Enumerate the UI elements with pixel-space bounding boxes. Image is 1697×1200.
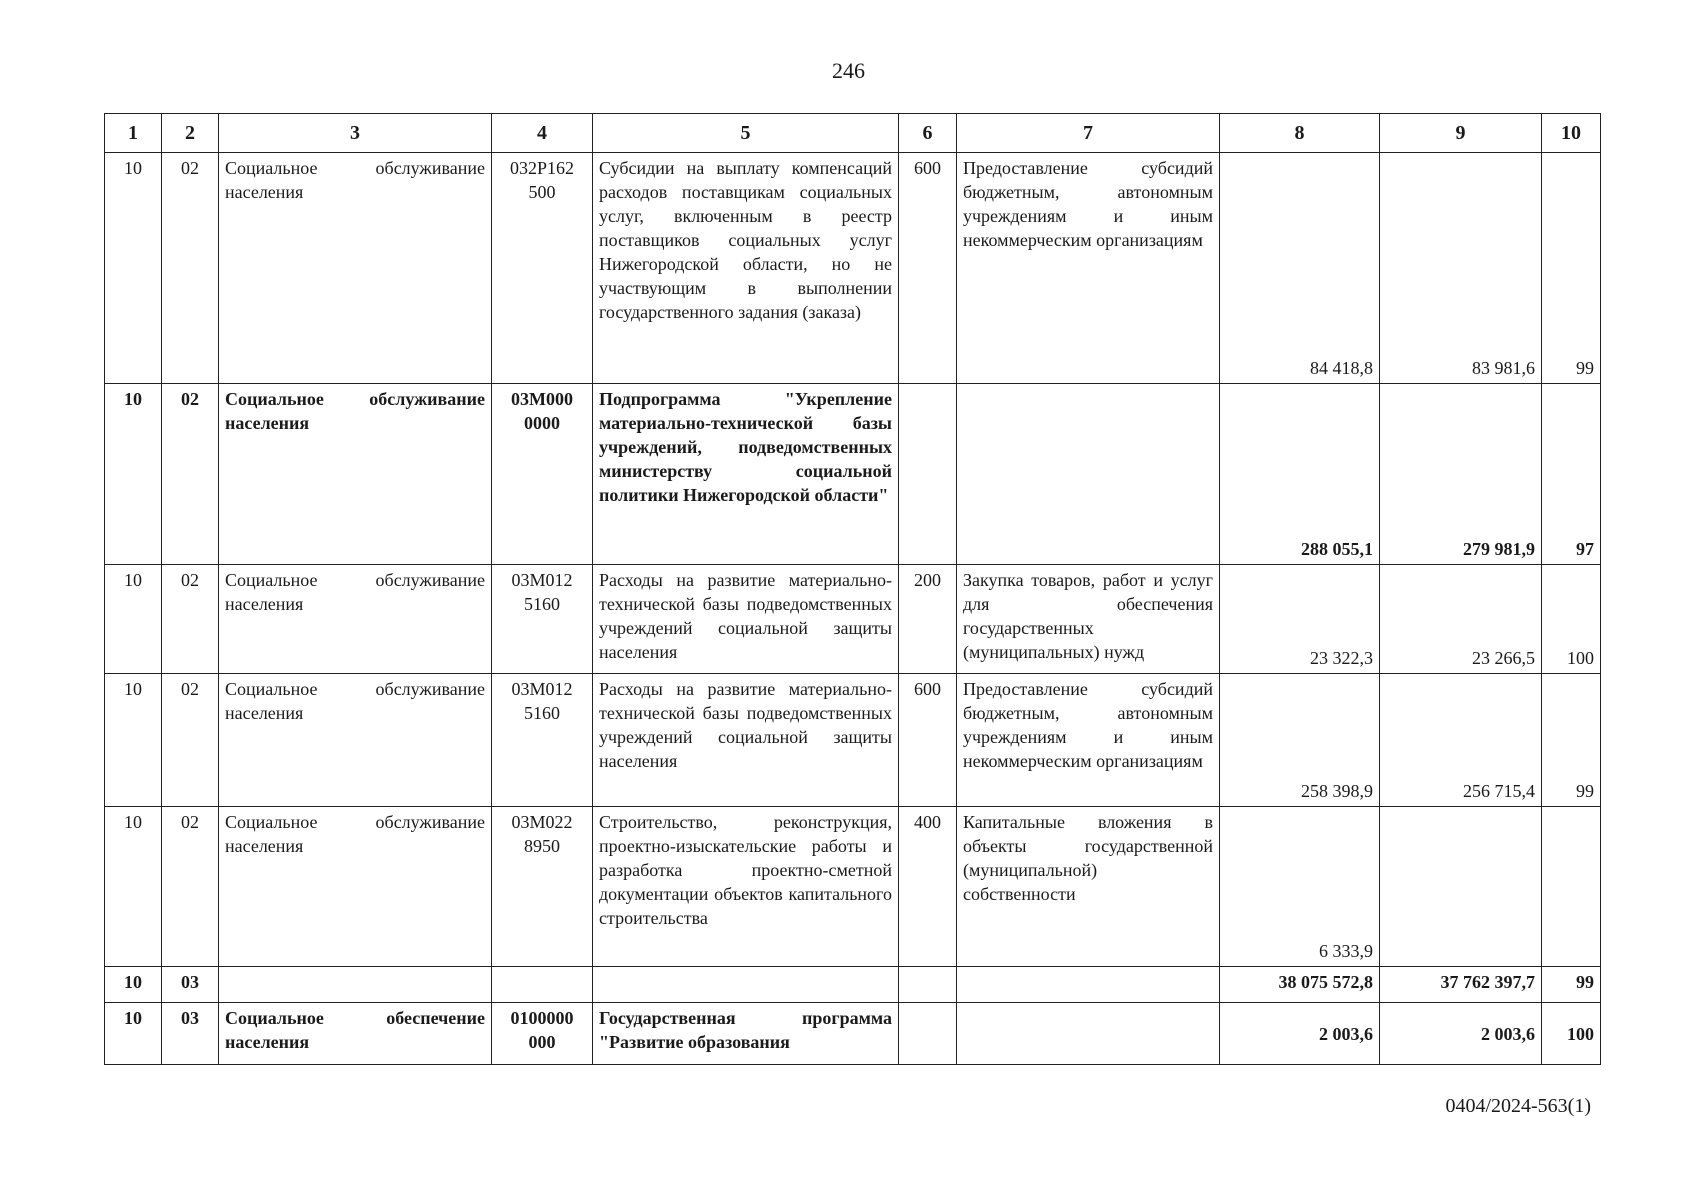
expense-type-name: Предоставление субсидий бюджетным, автономным учреждениям и иным некоммерческим организациям xyxy=(957,674,1220,807)
execution-percent: 97 xyxy=(1542,384,1601,565)
column-header: 3 xyxy=(219,114,492,153)
table-row xyxy=(105,153,1601,384)
subsection-code: 02 xyxy=(162,807,219,967)
column-header: 2 xyxy=(162,114,219,153)
expense-type-name: Закупка товаров, работ и услуг для обеспечения государственных (муниципальных) нужд xyxy=(957,565,1220,674)
expense-description: Государственная программа "Развитие образования xyxy=(593,1003,899,1065)
planned-amount: 84 418,8 xyxy=(1220,153,1380,384)
executed-amount: 279 981,9 xyxy=(1380,384,1542,565)
column-header: 1 xyxy=(105,114,162,153)
page-number: 246 xyxy=(832,58,865,83)
subsection-code: 02 xyxy=(162,674,219,807)
section-code: 10 xyxy=(105,565,162,674)
expense-description: Субсидии на выплату компенсаций расходов поставщикам социальных услуг, включенным в реестр поставщиков социальных услуг Нижегородской области, но не участвующим в выполнении государственного задания (заказа) xyxy=(593,153,899,384)
budget-table xyxy=(104,113,1601,1065)
target-article-code: 03М022 8950 xyxy=(492,807,593,967)
executed-amount: 83 981,6 xyxy=(1380,153,1542,384)
planned-amount: 258 398,9 xyxy=(1220,674,1380,807)
planned-amount: 23 322,3 xyxy=(1220,565,1380,674)
target-article-code: 03М000 0000 xyxy=(492,384,593,565)
column-header: 7 xyxy=(957,114,1220,153)
document-registration-code: 0404/2024-563(1) xyxy=(1445,1095,1591,1117)
expense-description: Строительство, реконструкция, проектно-изыскательские работы и разработка проектно-сметной документации объектов капитального строительства xyxy=(593,807,899,967)
planned-amount: 38 075 572,8 xyxy=(1220,967,1380,1003)
expense-type-name xyxy=(957,1003,1220,1065)
expense-type-name: Капитальные вложения в объекты государственной (муниципальной) собственности xyxy=(957,807,1220,967)
section-code: 10 xyxy=(105,1003,162,1065)
execution-percent: 99 xyxy=(1542,967,1601,1003)
execution-percent: 100 xyxy=(1542,1003,1601,1065)
subsection-code: 03 xyxy=(162,967,219,1003)
target-article-code: 0100000 000 xyxy=(492,1003,593,1065)
section-name: Социальное обслуживание населения xyxy=(219,807,492,967)
section-name: Социальное обеспечение населения xyxy=(219,1003,492,1065)
expense-type-name xyxy=(957,384,1220,565)
target-article-code xyxy=(492,967,593,1003)
section-name: Социальное обслуживание населения xyxy=(219,153,492,384)
expense-type-name xyxy=(957,967,1220,1003)
executed-amount: 37 762 397,7 xyxy=(1380,967,1542,1003)
execution-percent: 99 xyxy=(1542,674,1601,807)
section-code: 10 xyxy=(105,153,162,384)
table-row xyxy=(105,565,1601,674)
section-code: 10 xyxy=(105,384,162,565)
expense-type-code: 600 xyxy=(899,674,957,807)
expense-type-code: 600 xyxy=(899,153,957,384)
column-header: 9 xyxy=(1380,114,1542,153)
executed-amount: 23 266,5 xyxy=(1380,565,1542,674)
execution-percent: 99 xyxy=(1542,153,1601,384)
executed-amount xyxy=(1380,807,1542,967)
expense-type-code xyxy=(899,1003,957,1065)
planned-amount: 2 003,6 xyxy=(1220,1003,1380,1065)
executed-amount: 256 715,4 xyxy=(1380,674,1542,807)
table-row xyxy=(105,674,1601,807)
table-row xyxy=(105,967,1601,1003)
table-row xyxy=(105,1003,1601,1065)
planned-amount: 288 055,1 xyxy=(1220,384,1380,565)
expense-type-code: 200 xyxy=(899,565,957,674)
expense-type-code xyxy=(899,384,957,565)
expense-type-code: 400 xyxy=(899,807,957,967)
expense-type-name: Предоставление субсидий бюджетным, автономным учреждениям и иным некоммерческим организациям xyxy=(957,153,1220,384)
section-code: 10 xyxy=(105,807,162,967)
expense-type-code xyxy=(899,967,957,1003)
subsection-code: 02 xyxy=(162,565,219,674)
execution-percent: 100 xyxy=(1542,565,1601,674)
column-header: 6 xyxy=(899,114,957,153)
target-article-code: 03М012 5160 xyxy=(492,674,593,807)
executed-amount: 2 003,6 xyxy=(1380,1003,1542,1065)
column-header: 4 xyxy=(492,114,593,153)
planned-amount: 6 333,9 xyxy=(1220,807,1380,967)
subsection-code: 02 xyxy=(162,384,219,565)
expense-description: Расходы на развитие материально-технической базы подведомственных учреждений социальной защиты населения xyxy=(593,565,899,674)
section-code: 10 xyxy=(105,967,162,1003)
header-row xyxy=(105,114,1601,153)
table-row xyxy=(105,384,1601,565)
section-name: Социальное обслуживание населения xyxy=(219,674,492,807)
section-code: 10 xyxy=(105,674,162,807)
expense-description: Подпрограмма "Укрепление материально-технической базы учреждений, подведомственных министерству социальной политики Нижегородской области" xyxy=(593,384,899,565)
section-name xyxy=(219,967,492,1003)
column-header: 5 xyxy=(593,114,899,153)
section-name: Социальное обслуживание населения xyxy=(219,384,492,565)
execution-percent xyxy=(1542,807,1601,967)
column-header: 10 xyxy=(1542,114,1601,153)
section-name: Социальное обслуживание населения xyxy=(219,565,492,674)
subsection-code: 02 xyxy=(162,153,219,384)
target-article-code: 03М012 5160 xyxy=(492,565,593,674)
target-article-code: 032P162 500 xyxy=(492,153,593,384)
table-row xyxy=(105,807,1601,967)
subsection-code: 03 xyxy=(162,1003,219,1065)
expense-description xyxy=(593,967,899,1003)
column-header: 8 xyxy=(1220,114,1380,153)
expense-description: Расходы на развитие материально-технической базы подведомственных учреждений социальной защиты населения xyxy=(593,674,899,807)
